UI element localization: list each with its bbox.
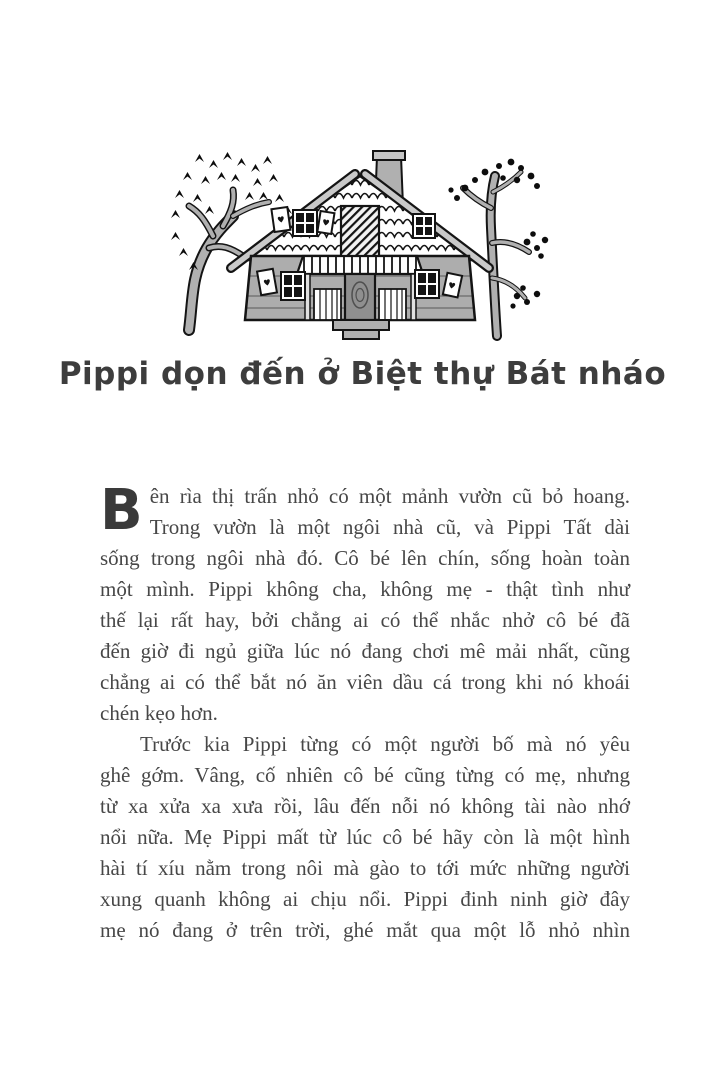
text-line: ghê gớm. Vâng, cố nhiên cô bé cũng từng có mẹ, nhưng bbox=[100, 763, 630, 787]
text-line: chẳng ai có thể bắt nó ăn viên dầu cá trong khi nó khoái bbox=[100, 670, 630, 694]
text-line: Trước kia Pippi từng có một người bố mà nó yêu bbox=[140, 732, 630, 756]
text-line: một mình. Pippi không cha, không mẹ - thật tình như bbox=[100, 577, 630, 601]
text-line: chén kẹo hơn. bbox=[100, 701, 218, 725]
paragraph bbox=[100, 729, 630, 946]
text-line: sống trong ngôi nhà đó. Cô bé lên chín, sống hoàn toàn bbox=[100, 546, 630, 570]
text-line: hài tí xíu nằm trong nôi mà gào to tới mức những người bbox=[100, 856, 630, 880]
house-icon bbox=[231, 151, 489, 339]
text-line: thế lại rất hay, bởi chẳng ai có thể nhắc nhở cô bé đã bbox=[100, 608, 630, 632]
text-line: Trong vườn là một ngôi nhà cũ, và Pippi Tất dài bbox=[149, 515, 630, 539]
chapter-title: Pippi dọn đến ở Biệt thự Bát nháo bbox=[58, 356, 667, 392]
text-line: mẹ nó đang ở trên trời, ghé mắt qua một lỗ nhỏ nhìn bbox=[100, 918, 630, 942]
text-line: từ xa xửa xa xưa rồi, lâu đến nỗi nó không tài nào nhớ bbox=[100, 794, 630, 818]
paragraph bbox=[100, 478, 630, 729]
text-line: ên rìa thị trấn nhỏ có một mảnh vườn cũ bỏ hoang. bbox=[149, 484, 630, 508]
drop-cap: B bbox=[100, 478, 143, 543]
house-illustration bbox=[165, 148, 560, 344]
text-line: nổi nữa. Mẹ Pippi mất từ lúc cô bé hãy còn là một hình bbox=[100, 825, 630, 849]
body-text bbox=[100, 478, 630, 946]
text-line: xung quanh không ai chịu nổi. Pippi đinh ninh giờ đây bbox=[100, 887, 630, 911]
text-line: đến giờ đi ngủ giữa lúc nó đang chơi mê mải nhất, cũng bbox=[100, 639, 630, 663]
